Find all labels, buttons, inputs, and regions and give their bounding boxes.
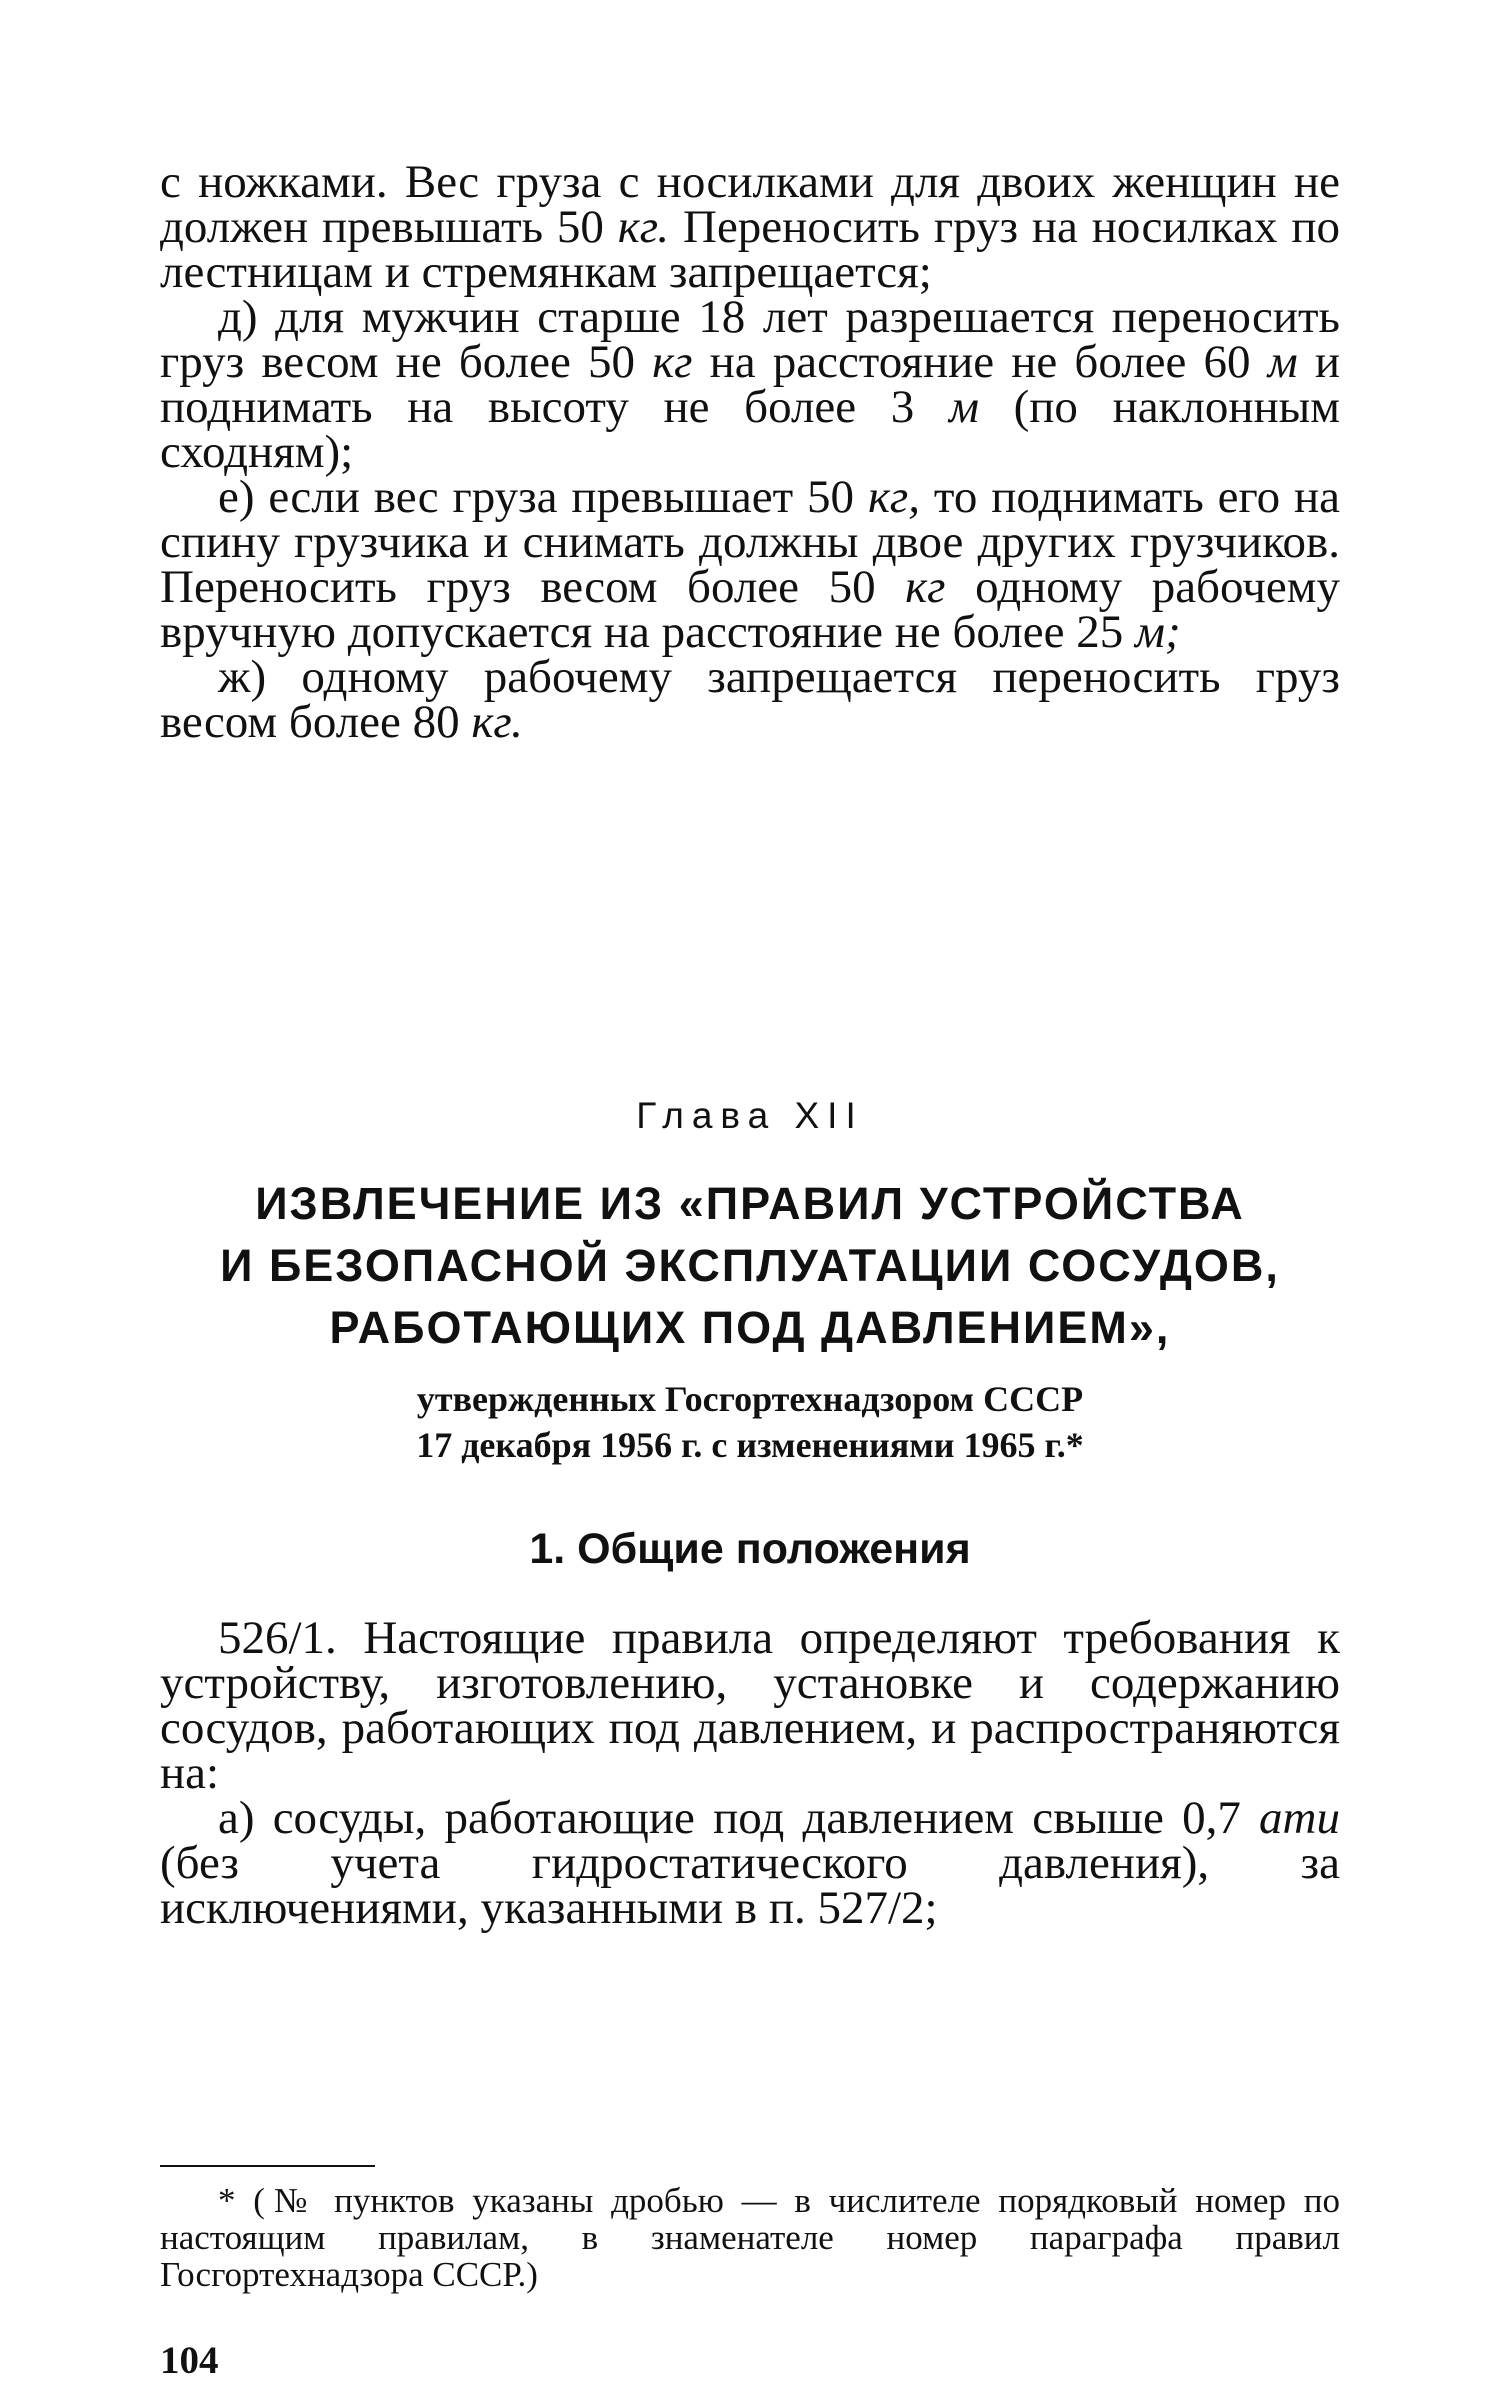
unit-m: м: [948, 381, 979, 433]
unit-kg: кг.: [471, 696, 523, 748]
paragraph-a: [160, 1792, 1340, 1934]
unit-ati: ати: [1259, 1792, 1340, 1844]
unit-kg: кг: [652, 336, 693, 388]
unit-m: м: [1267, 336, 1298, 388]
text-run: а) сосуды, работающие под давлением свыше 0,7: [218, 1792, 1260, 1844]
unit-kg: кг.: [617, 201, 670, 253]
chapter-title-line: ИЗВЛЕЧЕНИЕ ИЗ «ПРАВИЛ УСТРОЙСТВА: [255, 1178, 1245, 1229]
footnote-text: * (№ пунктов указаны дробью — в числителе порядковый номер по настоящим правилам, в знаменателе номер параграфа правил Госгортехнадзора СССР.): [160, 2181, 1340, 2294]
paragraph-d: [160, 291, 1341, 478]
chapter-label: Глава XII: [636, 1095, 864, 1136]
page-number: 104: [160, 2339, 219, 2382]
text-run: с ножками. Вес груза с носилками для двоих женщин не должен превышать 50: [160, 156, 1340, 253]
text-run: и поднимать на высоту не более 3: [160, 336, 1340, 433]
footnote: [160, 2182, 1340, 2293]
paragraph-zh: [160, 651, 1340, 748]
text-run: то поднимать его на спину грузчика и снимать должны двое других грузчиков. Переносить груз весом более 50: [160, 471, 1340, 613]
section-heading: 1. Общие положения: [529, 1525, 971, 1573]
chapter-title-line: И БЕЗОПАСНОЙ ЭКСПЛУАТАЦИИ СОСУДОВ,: [220, 1240, 1280, 1291]
text-run: д) для мужчин старше 18 лет разрешается переносить груз весом не более 50: [160, 291, 1340, 388]
unit-m: м;: [1134, 606, 1181, 658]
text-run: е) если вес груза превышает 50: [218, 471, 868, 523]
paragraph-e: [160, 471, 1340, 658]
text-run: ж) одному рабочему запрещается переносить груз весом более 80: [160, 651, 1340, 748]
chapter-title-line: РАБОТАЮЩИХ ПОД ДАВЛЕНИЕМ»,: [329, 1302, 1171, 1353]
text-run: (без учета гидростатического давления), за исключениями, указанными в п. 527/2;: [160, 1837, 1340, 1934]
paragraph-c: [160, 156, 1340, 298]
subtitle-line: утвержденных Госгортехнадзором СССР: [416, 1379, 1084, 1419]
text-run: (по наклонным сходням);: [160, 381, 1341, 478]
subtitle-line: 17 декабря 1956 г. с изменениями 1965 г.*: [416, 1425, 1084, 1465]
top-text-block: [160, 156, 1341, 748]
text-run: одному рабочему вручную допускается на расстояние не более 25: [160, 561, 1340, 658]
unit-kg: кг,: [867, 471, 921, 523]
unit-kg: кг: [905, 561, 946, 613]
footnote-divider: [160, 2165, 375, 2167]
chapter-subtitle: [160, 1376, 1340, 1468]
section-text-block: [160, 1612, 1340, 1934]
text-run: на расстояние не более 60: [692, 336, 1268, 388]
paragraph-526: 526/1. Настоящие правила определяют требования к устройству, изготовлению, установке и содержанию сосудов, работающих под давлением, и распространяются на:: [160, 1612, 1340, 1799]
text-run: Переносить груз на носилках по лестницам и стремянкам запрещается;: [160, 201, 1340, 298]
chapter-title: [160, 1173, 1340, 1359]
